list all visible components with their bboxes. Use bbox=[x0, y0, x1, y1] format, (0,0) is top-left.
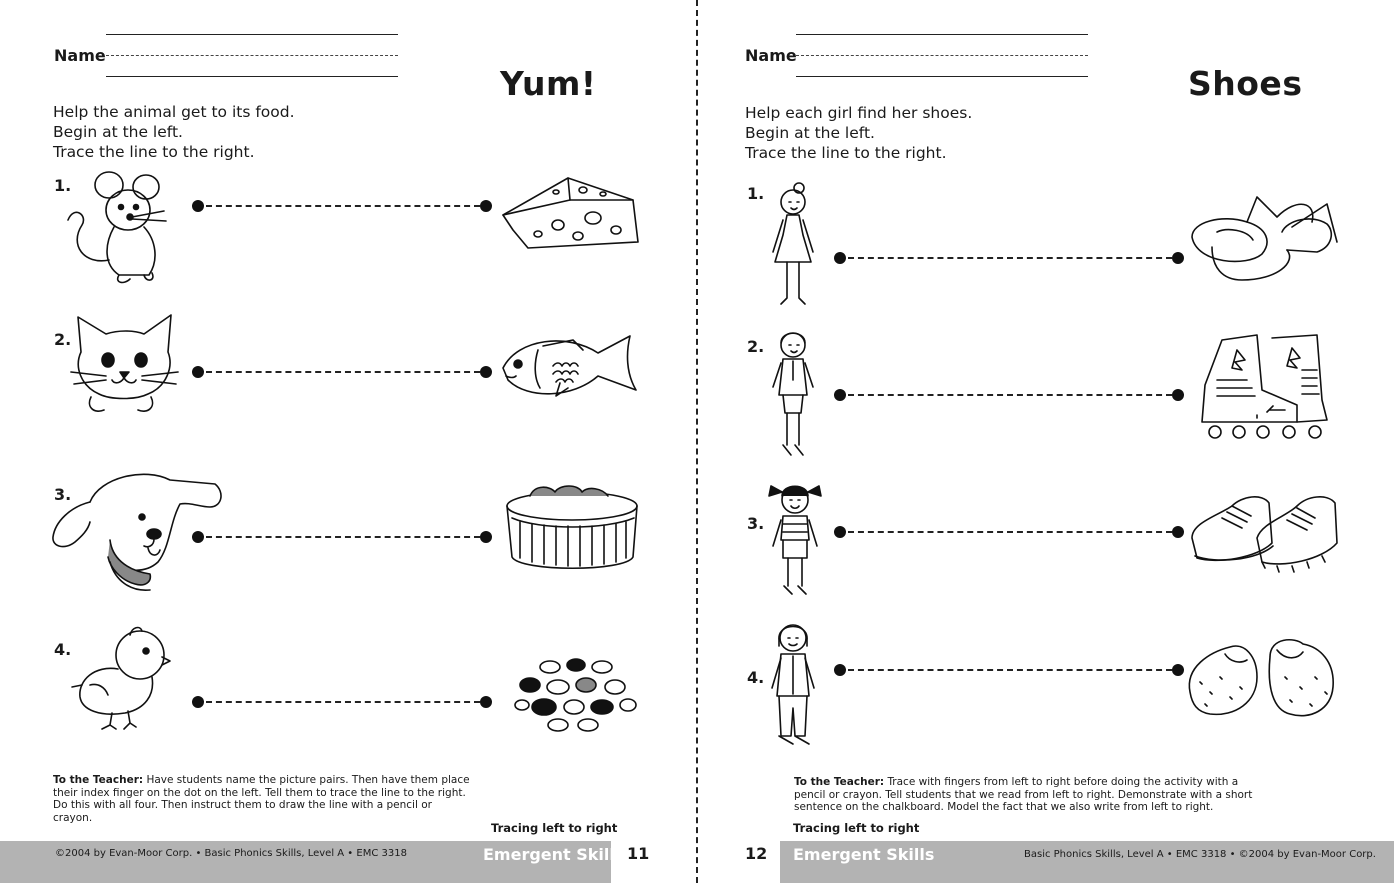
start-dot[interactable] bbox=[192, 531, 204, 543]
worksheet-page-12 bbox=[697, 0, 1394, 883]
roller-skates-icon bbox=[1197, 330, 1337, 445]
instruction-line: Trace the line to the right. bbox=[745, 144, 947, 162]
item-number: 4. bbox=[747, 668, 765, 687]
instructions bbox=[745, 103, 972, 163]
pajama-girl-icon bbox=[767, 618, 822, 750]
instruction-line: Begin at the left. bbox=[53, 123, 183, 141]
end-dot[interactable] bbox=[1172, 389, 1184, 401]
item-number: 3. bbox=[54, 485, 72, 504]
trace-line[interactable] bbox=[848, 394, 1172, 396]
instruction-line: Help each girl find her shoes. bbox=[745, 104, 973, 122]
page-title: Yum! bbox=[500, 64, 597, 103]
footer-copyright: ©2004 by Evan-Moor Corp. • Basic Phonics Skills, Level A • EMC 3318 bbox=[55, 848, 407, 859]
start-dot[interactable] bbox=[192, 200, 204, 212]
instruction-line: Trace the line to the right. bbox=[53, 143, 255, 161]
item-number: 1. bbox=[747, 184, 765, 203]
name-line-bottom bbox=[106, 76, 398, 77]
teacher-label: To the Teacher: bbox=[53, 774, 144, 786]
name-line-mid bbox=[796, 55, 1088, 56]
page-number: 11 bbox=[627, 844, 650, 863]
teacher-text: Trace with fingers from left to right before doing the activity with a pencil or crayon. Tell students that we read from left to right. Demonstrate with a short sentence on the chalkboard. Model the fact that we also write from left to right. bbox=[794, 776, 1253, 813]
trace-line[interactable] bbox=[848, 669, 1172, 671]
item-number: 2. bbox=[747, 337, 765, 356]
page-number: 12 bbox=[745, 844, 768, 863]
item-number: 1. bbox=[54, 176, 72, 195]
start-dot[interactable] bbox=[834, 252, 846, 264]
instruction-line: Begin at the left. bbox=[745, 124, 875, 142]
end-dot[interactable] bbox=[480, 366, 492, 378]
chick-icon bbox=[70, 625, 170, 730]
trace-line[interactable] bbox=[206, 205, 480, 207]
dog-food-bowl-icon bbox=[500, 482, 645, 577]
start-dot[interactable] bbox=[834, 389, 846, 401]
kitten-icon bbox=[66, 312, 181, 417]
name-line-mid bbox=[106, 55, 398, 56]
start-dot[interactable] bbox=[834, 664, 846, 676]
pigtails-girl-icon bbox=[765, 478, 825, 603]
item-number: 4. bbox=[54, 640, 72, 659]
teacher-note bbox=[53, 774, 473, 824]
footer-copyright: Basic Phonics Skills, Level A • EMC 3318 • ©2004 by Evan-Moor Corp. bbox=[1024, 849, 1376, 860]
trace-line[interactable] bbox=[848, 531, 1172, 533]
page-title: Shoes bbox=[1188, 64, 1303, 103]
trace-line[interactable] bbox=[206, 701, 480, 703]
name-line-top bbox=[106, 34, 398, 35]
item-number: 2. bbox=[54, 330, 72, 349]
start-dot[interactable] bbox=[192, 366, 204, 378]
ballet-slippers-icon bbox=[1187, 192, 1347, 287]
instruction-line: Help the animal get to its food. bbox=[53, 103, 295, 121]
instructions bbox=[53, 102, 295, 162]
mouse-icon bbox=[64, 165, 189, 290]
sneakers-icon bbox=[1187, 488, 1342, 583]
teacher-note bbox=[794, 776, 1264, 814]
teacher-text: Have students name the picture pairs. Then have them place their index finger on the dot on the left. Tell them to trace the line to the right. Do this with all four. Then instruct them to draw the line with a pencil or crayon. bbox=[53, 774, 470, 824]
skill-label: Tracing left to right bbox=[793, 821, 920, 835]
trace-line[interactable] bbox=[206, 371, 480, 373]
fuzzy-slippers-icon bbox=[1185, 632, 1340, 722]
end-dot[interactable] bbox=[1172, 664, 1184, 676]
trace-line[interactable] bbox=[206, 536, 480, 538]
trace-line[interactable] bbox=[848, 257, 1172, 259]
ballerina-girl-icon bbox=[765, 180, 825, 310]
cheese-icon bbox=[498, 170, 643, 255]
footer-skill: Emergent Skills bbox=[483, 845, 625, 864]
name-label: Name bbox=[745, 46, 797, 65]
end-dot[interactable] bbox=[480, 200, 492, 212]
name-line-top bbox=[796, 34, 1088, 35]
item-number: 3. bbox=[747, 514, 765, 533]
skill-label: Tracing left to right bbox=[491, 821, 618, 835]
seeds-icon bbox=[510, 655, 640, 735]
end-dot[interactable] bbox=[1172, 252, 1184, 264]
footer-skill: Emergent Skills bbox=[793, 845, 935, 864]
teacher-label: To the Teacher: bbox=[794, 776, 885, 788]
name-label: Name bbox=[54, 46, 106, 65]
start-dot[interactable] bbox=[834, 526, 846, 538]
end-dot[interactable] bbox=[1172, 526, 1184, 538]
end-dot[interactable] bbox=[480, 531, 492, 543]
name-line-bottom bbox=[796, 76, 1088, 77]
fish-icon bbox=[498, 328, 643, 403]
skater-girl-icon bbox=[767, 325, 822, 465]
start-dot[interactable] bbox=[192, 696, 204, 708]
end-dot[interactable] bbox=[480, 696, 492, 708]
